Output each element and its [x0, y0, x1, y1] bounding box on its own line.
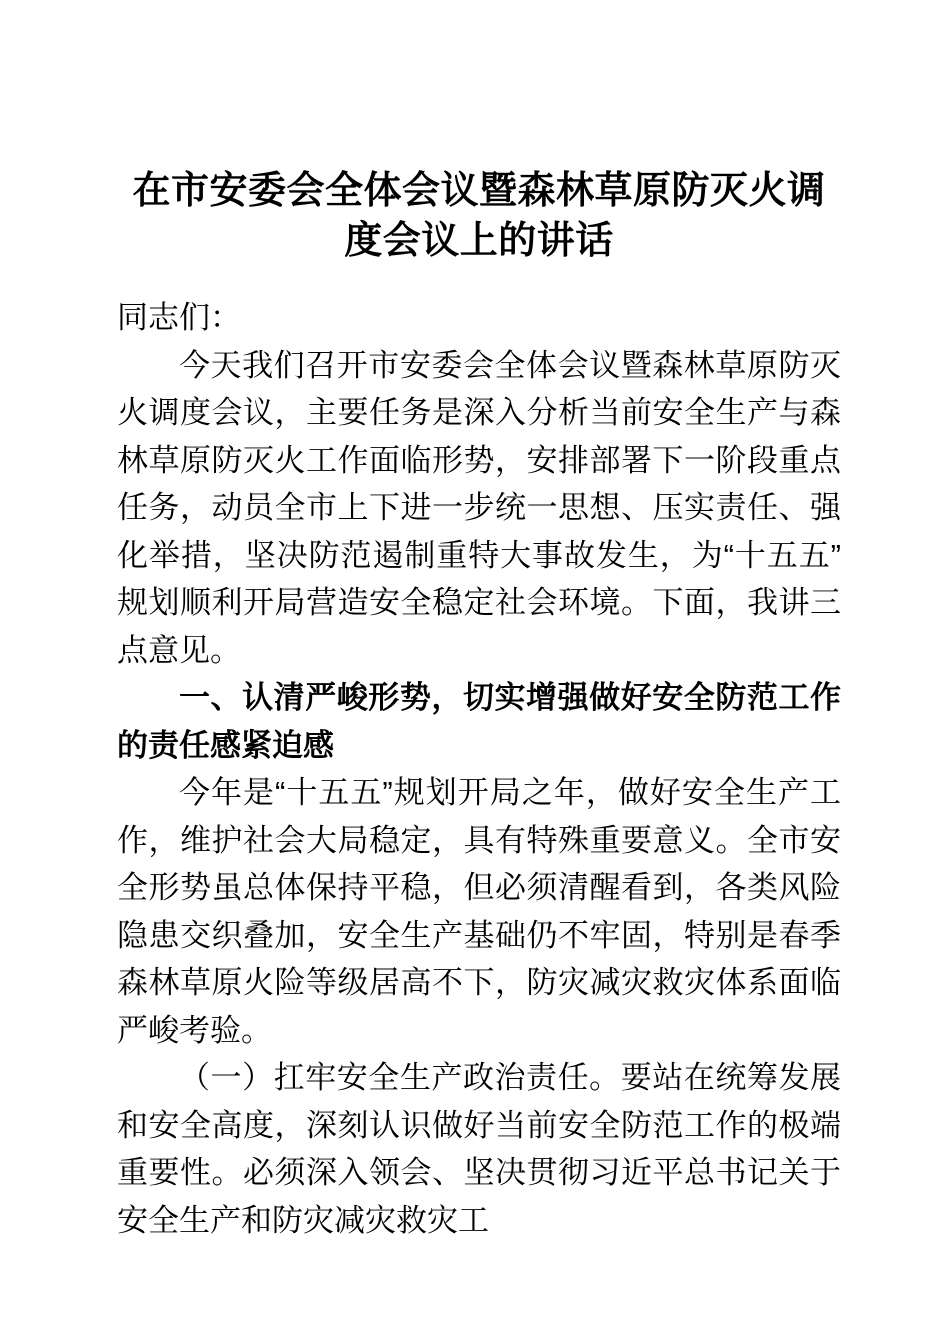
document-title: 在市安委会全体会议暨森林草原防灭火调度会议上的讲话 — [132, 170, 826, 262]
paragraph-section-one-body: 今年是“十五五”规划开局之年，做好安全生产工作，维护社会大局稳定，具有特殊重要意义。全市安全形势虽总体保持平稳，但必须清醒看到，各类风险隐患交织叠加，安全生产基础仍不牢固，特别是春季森林草原火险等级居高不下，防灾减灾救灾体系面临严峻考验。 — [117, 775, 841, 1048]
paragraph-opening: 今天我们召开市安委会全体会议暨森林草原防灭火调度会议，主要任务是深入分析当前安全生产与森林草原防灭火工作面临形势，安排部署下一阶段重点任务，动员全市上下进一步统一思想、压实责任、强化举措，坚决防范遏制重特大事故发生，为“十五五”规划顺利开局营造安全稳定社会环境。下面，我讲三点意见。 — [117, 347, 841, 668]
salutation: 同志们： — [117, 300, 241, 335]
document-body — [117, 166, 841, 1244]
paragraph-subsection-one-one: （一）扛牢安全生产政治责任。要站在统筹发展和安全高度，深刻认识做好当前安全防范工作的极端重要性。必须深入领会、坚决贯彻习近平总书记关于安全生产和防灾减灾救灾工 — [117, 1060, 841, 1238]
section-heading-one: 一、认清严峻形势，切实增强做好安全防范工作的责任感紧迫感 — [117, 680, 841, 763]
